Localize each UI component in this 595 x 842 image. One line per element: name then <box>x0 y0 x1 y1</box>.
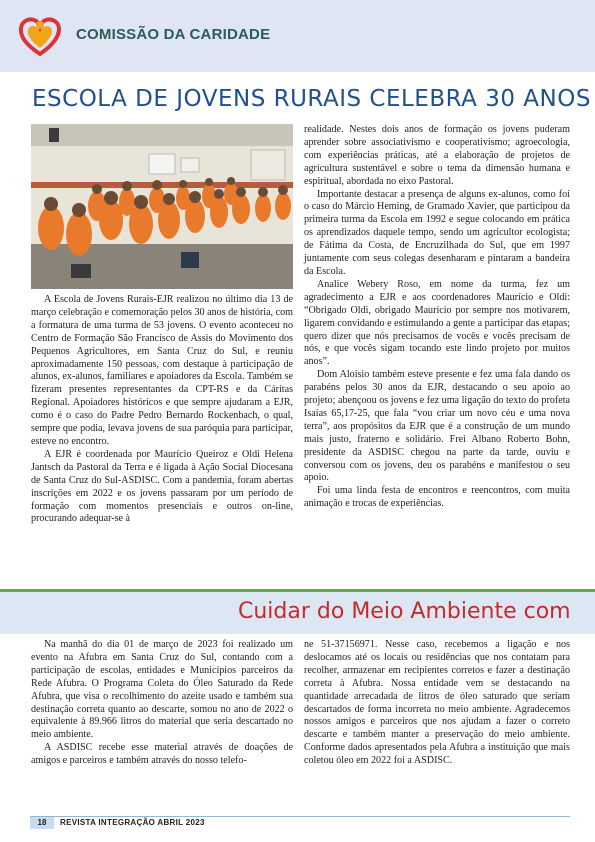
paragraph: Na manhã do dia 01 de março de 2023 foi realizado um evento na Afubra em Santa Cruz do Sul, contando com a participação de escolas, entidades e Municípios parceiros da Rede Afubra. O Programa Coleta do Óleo Saturado da Rede Afubra, que visa o recolhimento do azeite usado e também sua destinação correta quanto ao descarte, somou no ano de 2022 o equivalente à 89.966 litros do material que seria descartado no meio ambiente. <box>31 639 293 741</box>
article-headline: ESCOLA DE JOVENS RURAIS CELEBRA 30 ANOS <box>32 86 591 112</box>
publication-name: REVISTA INTEGRAÇÃO ABRIL 2023 <box>60 818 205 827</box>
paragraph: Analice Webery Roso, em nome da turma, fez um agradecimento a EJR e aos coordenadores Maurício e Oldi: “Obrigado Oldi, obrigado Maurício por sempre nos motivarem, ligarem convidando e estimulando a gente a participar das etapas; quero dizer que nós precisamos de vocês e vocês precisam de nós, e que vocês sigam tocando este lindo projeto por muitos anos”. <box>304 278 570 368</box>
article-column-2 <box>304 124 570 511</box>
second-article-column-2 <box>304 639 570 768</box>
second-article-column-1 <box>31 639 293 768</box>
paragraph: Importante destacar a presença de alguns ex-alunos, como foi o caso do Márcio Heming, de Gramado Xavier, que participou da primeira turma da Escola em 1992 e segue colocando em prática os aprendizados daquele tempo, sendo um agricultor ecologista; de Fátima da Costa, de Encruzilhada do Sul, que em 1997 juntamente com seus colegas desenharam e pintaram a bandeira da Escola. <box>304 188 570 277</box>
paragraph: Foi uma linda festa de encontros e reencontros, com muita animação e trocas de experiências. <box>304 485 570 510</box>
section-label: COMISSÃO DA CARIDADE <box>76 26 271 43</box>
paragraph: realidade. Nestes dois anos de formação os jovens puderam aprender sobre associativismo e cooperativismo; agroecologia, com experiências práticas, até a elaboração de projetos de agricultura sustentável e sobre o tema da dimensão humana e espiritual, abordada no eixo Pastoral. <box>304 124 570 187</box>
page-number: 18 <box>30 817 54 829</box>
second-article-headline: Cuidar do Meio Ambiente com <box>238 599 571 624</box>
group-photo-image <box>31 124 293 289</box>
heart-logo-icon <box>17 14 63 60</box>
paragraph: A ASDISC recebe esse material através de doações de amigos e parceiros e também através do nosso telefo- <box>31 742 293 767</box>
article-column-1 <box>31 294 293 526</box>
paragraph: A EJR é coordenada por Maurício Queiroz e Oldi Helena Jantsch da Pastoral da Terra e é ligada à Ação Social Diocesana de Santa Cruz do Sul-ASDISC. Com a pandemia, foram abertas inscrições em 2022 e os jovens passaram por um período de formação com momentos presenciais e outros on-line, procurando adequar-se à <box>31 448 293 525</box>
paragraph: A Escola de Jovens Rurais-EJR realizou no último dia 13 de março celebração e comemoração pelos 30 anos de história, com a formatura de uma turma de 53 jovens. O evento aconteceu no Centro de Formação São Francisco de Assis do Movimento dos Pequenos Agricultores, em Santa Cruz do Sul, e reuniu aproximadamente 150 pessoas, com destaque à participação de alunos, ex-alunos, familiares e apoiadores da Escola. Também se fizeram presentes representantes da CPT-RS e da Cáritas Regional. Apoiadores históricos e que sempre ajudaram a EJR, como é o caso do Padre Pedro Bernardo Rockenbach, o qual, sempre que podia, levava jovens de sua paróquia para participar, esteve no encontro. <box>31 294 293 447</box>
paragraph: ne 51-37156971. Nesse caso, recebemos a ligação e nos deslocamos até os locais ou residências que nos contatam para recolher, armazenar em recipientes corretos e fazer a destinação correta à Afubra. Nossa entidade vem se destacando na quantidade arrecadada de litros de óleo saturado que seriam descartados de forma incorreta no meio ambiente. Agradecemos nossos amigos e parceiros que nos ajudam a fazer o correto descarte e também manter a preservação do meio ambiente. Conforme dados apresentados pela Afubra a instituição que mais coletou óleo em 2022 foi a ASDISC. <box>304 639 570 767</box>
paragraph: Dom Aloísio também esteve presente e fez uma fala dando os parabéns pelos 30 anos da EJR, destacando o seu apoio ao projeto; abençoou os jovens e fez uma ligação do texto do profeta Isaías 65,17-25, que fala “vou criar um novo céu e uma nova terra”, aos propósitos da EJR que é a construção de um mundo mais justo, fraterno e solidário. Frei Albano Roberto Bohn, presidente da ASDISC chegou na parte da tarde, ouviu e conversou com os jovens, deu os parabéns e manifestou o seu apoio. <box>304 369 570 484</box>
